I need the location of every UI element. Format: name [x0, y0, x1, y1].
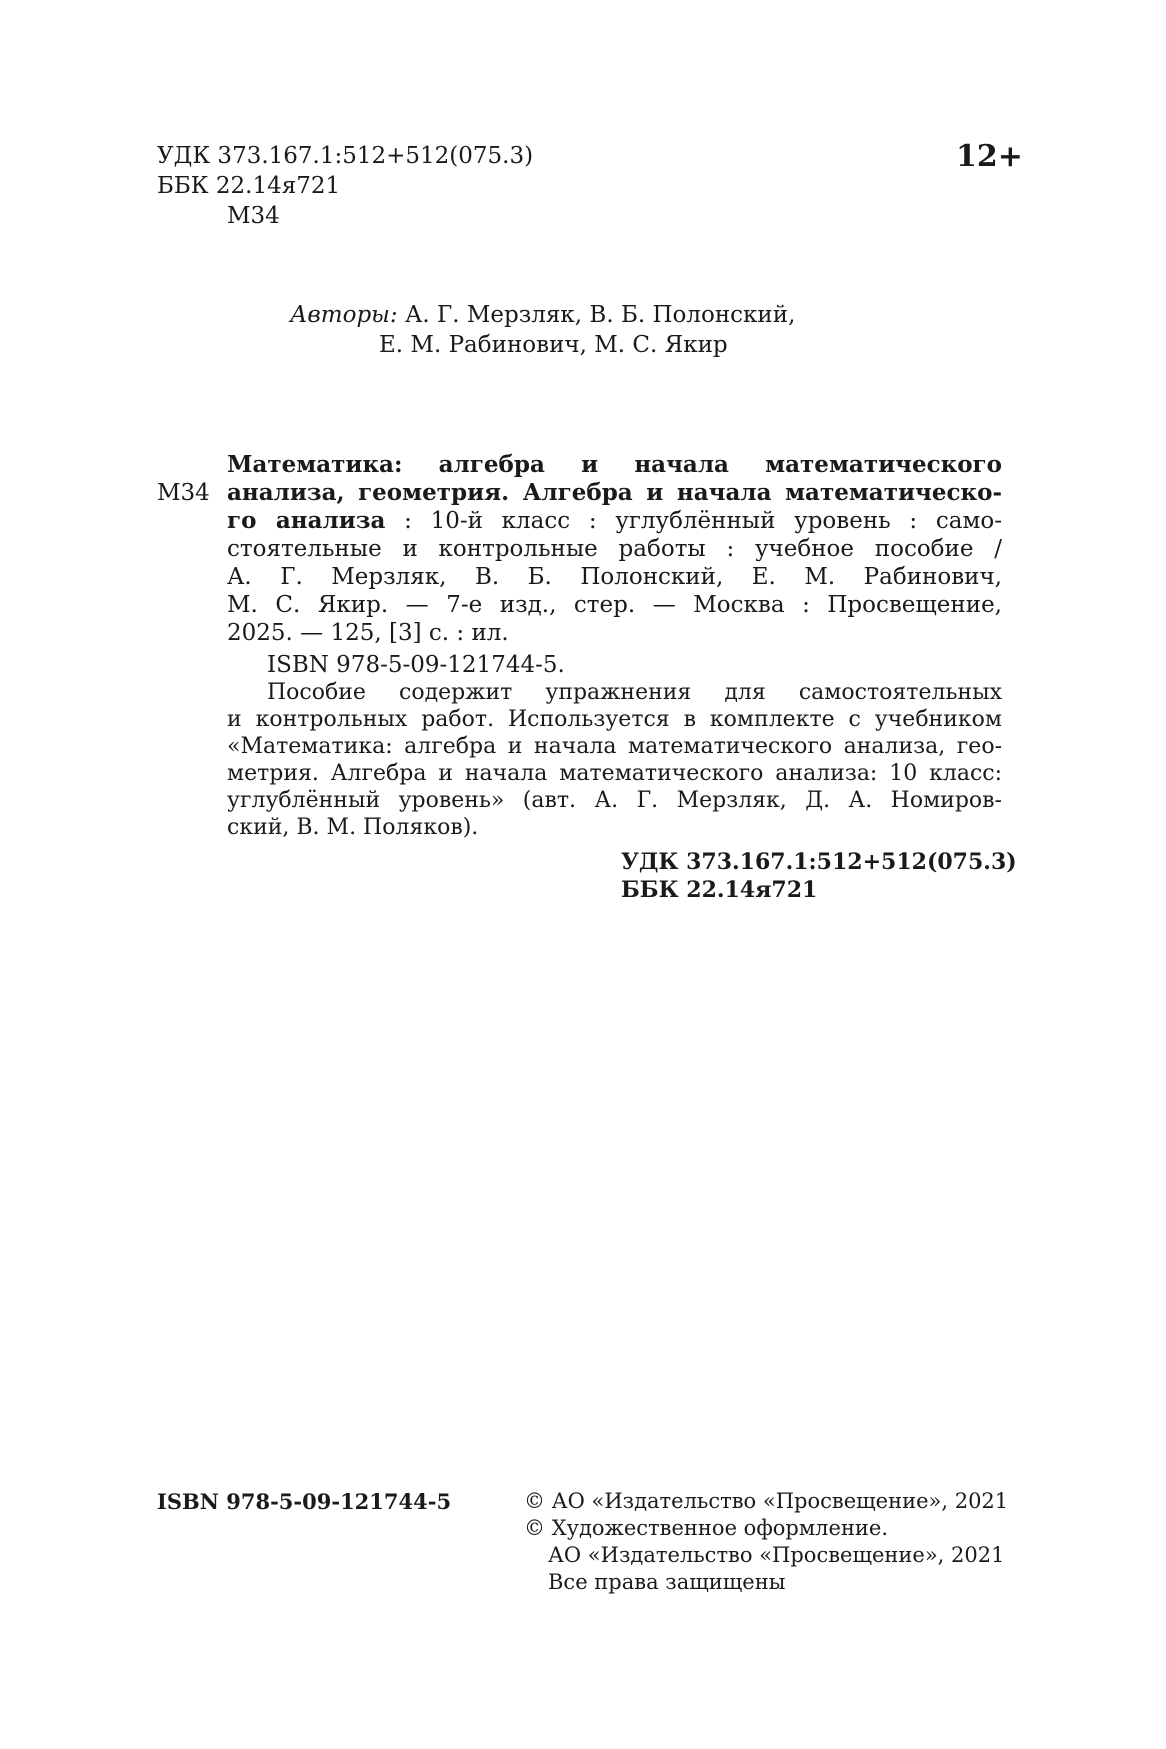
annotation-line-2: и контрольных работ. Используется в комплекте с учебником	[227, 707, 1002, 732]
authors-line-1	[290, 302, 795, 328]
copyright-design: © Художественное оформление.	[524, 1516, 889, 1540]
catalog-title-line-3	[227, 508, 1002, 536]
catalog-annotation	[227, 679, 1002, 841]
catalog-line-6: М. С. Якир. — 7-е изд., стер. — Москва : Просвещение,	[227, 592, 1002, 618]
annotation-line-3: «Математика: алгебра и начала математического анализа, гео-	[227, 734, 1002, 759]
catalog-subtitle-start: : 10-й класс : углублённый уровень : само-	[404, 508, 1002, 534]
catalog-description	[227, 452, 1002, 648]
bbk-header: ББК 22.14я721	[157, 173, 341, 199]
catalog-line-7: 2025. — 125, [3] с. : ил.	[227, 620, 509, 646]
age-rating: 12+	[956, 139, 1023, 174]
catalog-isbn: ISBN 978-5-09-121744-5.	[267, 652, 565, 678]
rights-reserved: Все права защищены	[548, 1570, 786, 1594]
authors-names-1: А. Г. Мерзляк, В. Б. Полонский,	[404, 302, 796, 328]
udk-header: УДК 373.167.1:512+512(075.3)	[157, 143, 534, 169]
copyright-design-holder: АО «Издательство «Просвещение», 2021	[548, 1543, 1005, 1567]
authors-label: Авторы:	[290, 302, 398, 328]
catalog-line-4: стоятельные и контрольные работы : учебное пособие /	[227, 536, 1002, 562]
catalog-bbk: ББК 22.14я721	[621, 877, 818, 903]
annotation-line-1: Пособие содержит упражнения для самостоятельных	[267, 680, 1002, 705]
copyright-publisher: © АО «Издательство «Просвещение», 2021	[524, 1489, 1009, 1513]
catalog-title-line-1: Математика: алгебра и начала математического	[227, 451, 1002, 478]
catalog-author-code: М34	[157, 480, 210, 506]
annotation-line-5: углублённый уровень» (авт. А. Г. Мерзляк, Д. А. Номиров-	[227, 788, 1002, 813]
catalog-title-end: го анализа	[227, 507, 386, 534]
authors-line-2: Е. М. Рабинович, М. С. Якир	[379, 332, 728, 358]
footer-isbn: ISBN 978-5-09-121744-5	[157, 1489, 452, 1514]
annotation-line-6: ский, В. М. Поляков).	[227, 815, 479, 840]
annotation-line-4: метрия. Алгебра и начала математического анализа: 10 класс:	[227, 761, 1002, 786]
catalog-line-5: А. Г. Мерзляк, В. Б. Полонский, Е. М. Рабинович,	[227, 564, 1002, 590]
author-code-header: М34	[227, 203, 280, 229]
catalog-udk: УДК 373.167.1:512+512(075.3)	[621, 849, 1017, 875]
catalog-title-line-2: анализа, геометрия. Алгебра и начала математическо-	[227, 479, 1002, 506]
